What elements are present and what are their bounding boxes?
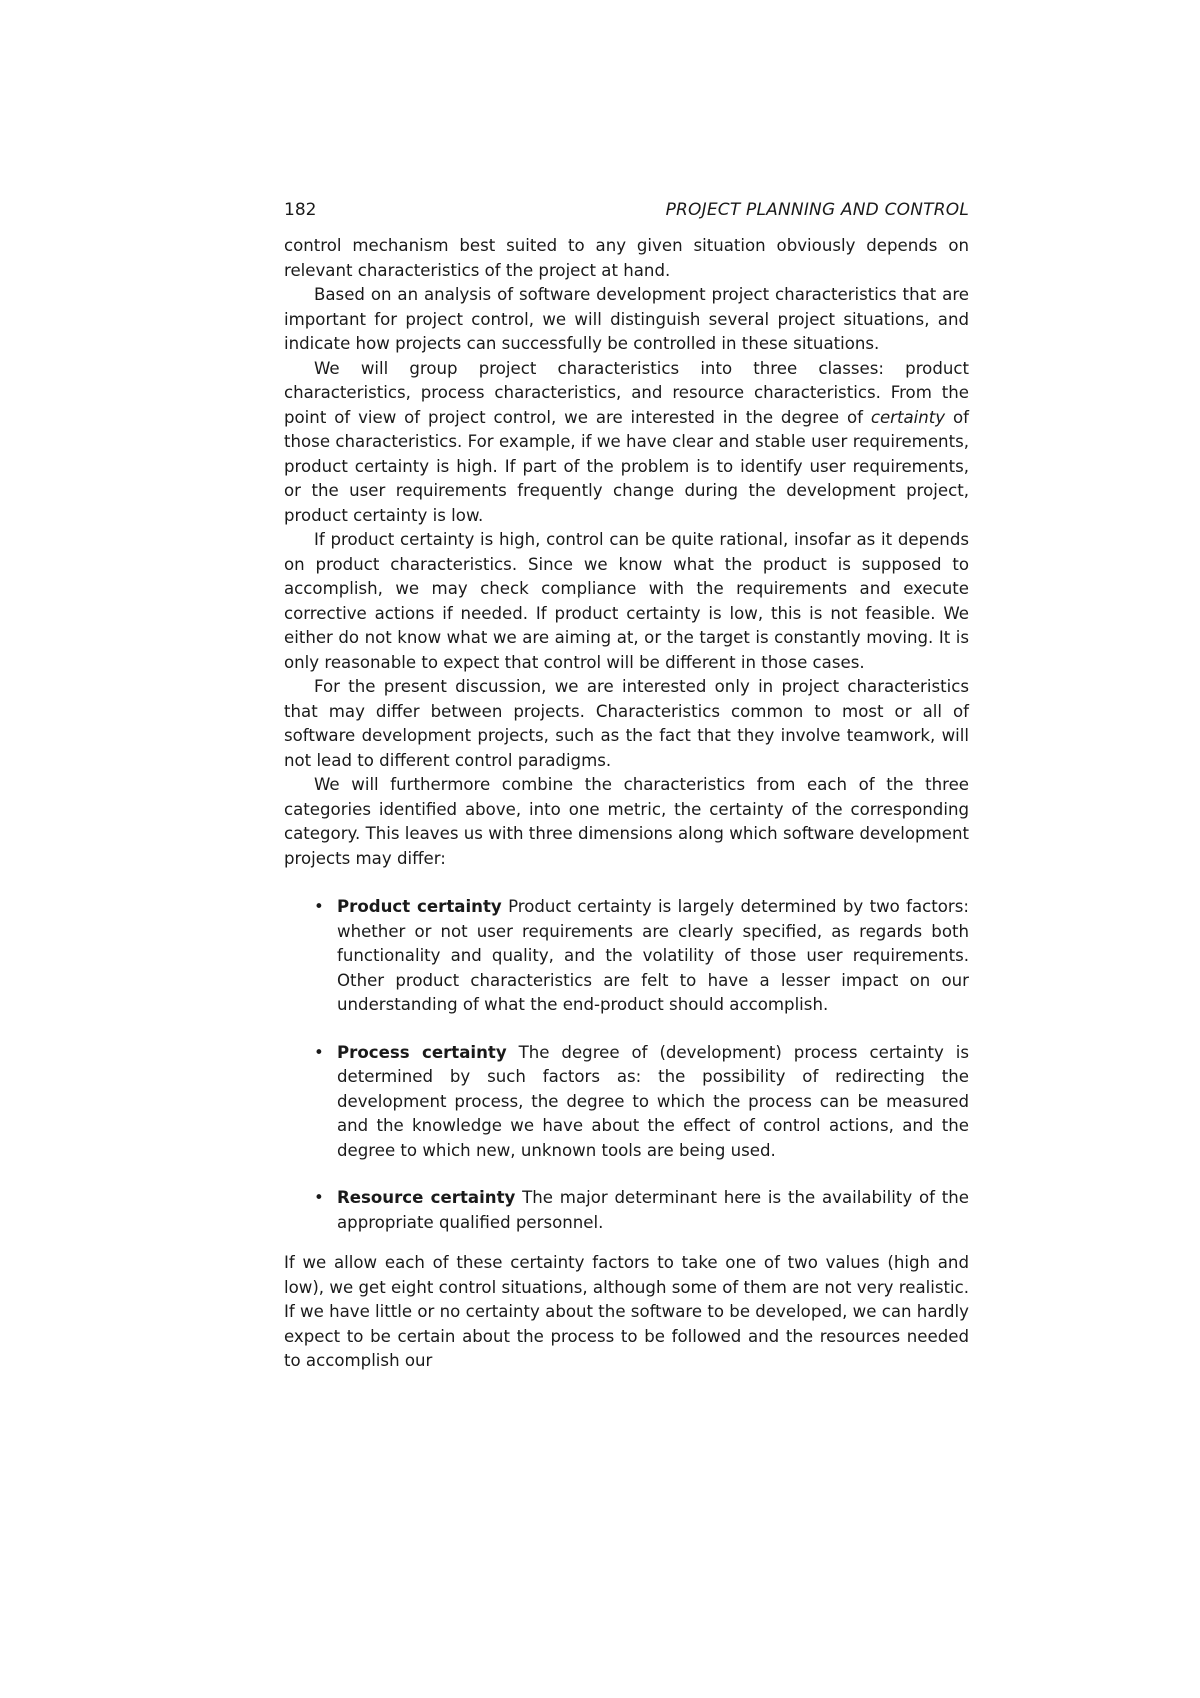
paragraph-three-classes-text-b: of those characteristics. For example, if we have clear and stable user requirements, product certainty is high. If part of the problem is to identify user requirements, or the user requirements frequently change during the development project, product certainty is low.: [284, 407, 969, 525]
paragraph-three-dimensions: We will furthermore combine the characteristics from each of the three categories identified above, into one metric, the certainty of the corresponding category. This leaves us with three dimensions along which software development projects may differ:: [284, 775, 969, 868]
book-page: [284, 200, 969, 1374]
bullet-icon: •: [314, 1042, 324, 1062]
definition-process-certainty: The degree of (development) process certainty is determined by such factors as: the possibility of redirecting the development process, the degree to which the process can be measured and the knowledge we have about the effect of control actions, and the degree to which new, unknown tools are being used.: [337, 1042, 969, 1160]
term-process-certainty: Process certainty: [337, 1042, 507, 1062]
page-number: 182: [284, 200, 317, 220]
bullet-icon: •: [314, 1188, 324, 1207]
list-item-product-certainty: [284, 895, 969, 1018]
paragraph-analysis: Based on an analysis of software development project characteristics that are important for project control, we will distinguish several project situations, and indicate how projects can successfully be controlled in these situations.: [284, 285, 969, 353]
certainty-factor-list: [284, 895, 969, 1235]
body-text: [284, 234, 969, 1374]
paragraph-three-classes-text-a: We will group project characteristics into three classes: product characteristics, process characteristics, and resource characteristics. From the point of view of project control, we are interested in the degree of: [284, 358, 969, 427]
paragraph-three-classes: [284, 357, 969, 529]
definition-product-certainty: Product certainty is largely determined by two factors: whether or not user requirements are clearly specified, as regards both functionality and quality, and the volatility of those user requirements. Other product characteristics are felt to have a lesser impact on our understanding of what the end-product should accomplish.: [337, 897, 969, 1014]
running-head: [284, 200, 969, 220]
term-resource-certainty: Resource certainty: [337, 1188, 516, 1207]
list-item-resource-certainty: [284, 1186, 969, 1235]
term-product-certainty: Product certainty: [337, 897, 502, 916]
bullet-icon: •: [314, 897, 324, 916]
emphasis-certainty: certainty: [870, 407, 946, 427]
paragraph-eight-situations: If we allow each of these certainty factors to take one of two values (high and low), we get eight control situations, although some of them are not very realistic. If we have little or no certainty about the software to be developed, we can hardly expect to be certain about the process to be followed and the resources needed to accomplish our: [284, 1253, 969, 1370]
definition-resource-certainty: The major determinant here is the availability of the appropriate qualified personnel.: [337, 1188, 969, 1232]
running-title: PROJECT PLANNING AND CONTROL: [665, 200, 969, 220]
paragraph-continued: control mechanism best suited to any given situation obviously depends on relevant characteristics of the project at hand.: [284, 236, 969, 280]
paragraph-present-discussion: For the present discussion, we are interested only in project characteristics that may differ between projects. Characteristics common to most or all of software development projects, such as the fact that they involve teamwork, will not lead to different control paradigms.: [284, 677, 969, 770]
list-item-process-certainty: [284, 1041, 969, 1164]
paragraph-product-certainty-high: If product certainty is high, control can be quite rational, insofar as it depends on product characteristics. Since we know what the product is supposed to accomplish, we may check compliance with the requirements and execute corrective actions if needed. If product certainty is low, this is not feasible. We either do not know what we are aiming at, or the target is constantly moving. It is only reasonable to expect that control will be different in those cases.: [284, 530, 969, 672]
